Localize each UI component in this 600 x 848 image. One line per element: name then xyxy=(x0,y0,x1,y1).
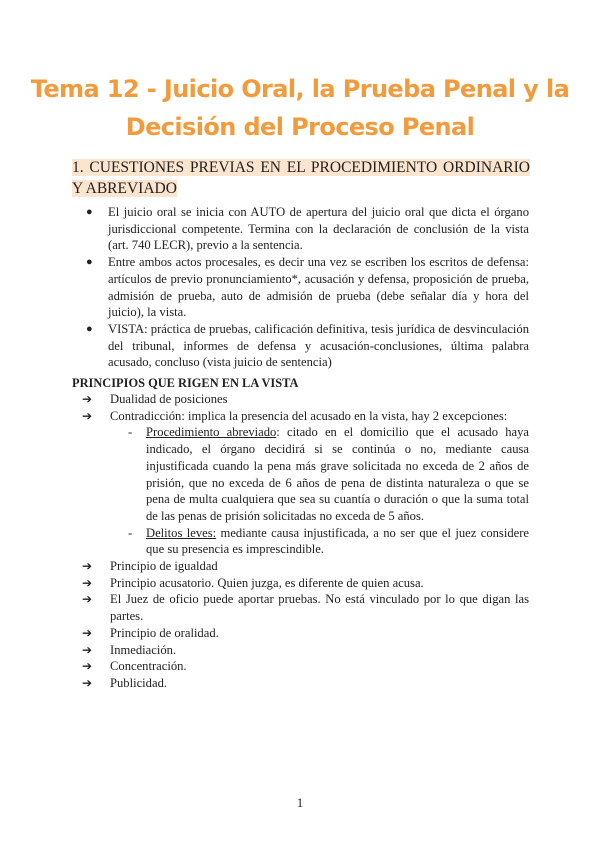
bullet-icon: ● xyxy=(86,256,93,269)
list-item xyxy=(72,391,529,408)
bullet-text: Entre ambos actos procesales, es decir una vez se escriben los escritos de defensa: artículos de previo pronunciamiento*, acusación y defensa, proposición de prueba, admisión de prueba, auto de admisión de prueba (debe señalar día y hora del juicio), la vista. xyxy=(108,255,529,320)
arrow-right-icon: ➔ xyxy=(82,575,93,590)
principle-text: Contradicción: implica la presencia del acusado en la vista, hay 2 excepciones: xyxy=(110,408,508,423)
section-heading-text: 1. CUESTIONES PREVIAS EN EL PROCEDIMIENTO ORDINARIO Y ABREVIADO xyxy=(72,159,530,197)
arrow-right-icon: ➔ xyxy=(82,392,93,406)
list-item xyxy=(72,658,529,675)
list-item xyxy=(110,525,529,558)
section-heading xyxy=(72,157,530,199)
page-number: 1 xyxy=(296,795,304,810)
arrow-right-icon: ➔ xyxy=(82,642,93,657)
list-item xyxy=(72,675,529,692)
title-line-1: Tema 12 - Juicio Oral, la Prueba Penal y la xyxy=(30,75,570,103)
arrow-right-icon: ➔ xyxy=(82,408,93,423)
exception-label: Procedimiento abreviado xyxy=(146,425,277,440)
arrow-right-icon: ➔ xyxy=(82,559,93,574)
exceptions-list xyxy=(110,424,529,558)
list-item xyxy=(72,591,529,624)
principle-text: Publicidad. xyxy=(110,675,168,690)
arrow-right-icon: ➔ xyxy=(82,592,93,607)
principle-text: Principio acusatorio. Quien juzga, es diferente de quien acusa. xyxy=(110,575,424,590)
arrow-right-icon: ➔ xyxy=(82,625,93,640)
list-item xyxy=(72,625,529,642)
list-item xyxy=(72,254,529,321)
principles-list xyxy=(72,391,529,692)
intro-bullet-list xyxy=(72,204,529,371)
principle-text: Principio de oralidad. xyxy=(110,625,219,640)
principle-text: El Juez de oficio puede aportar pruebas. No está vinculado por lo que digan las partes. xyxy=(110,592,529,624)
arrow-right-icon: ➔ xyxy=(82,675,93,690)
principles-heading: PRINCIPIOS QUE RIGEN EN LA VISTA xyxy=(72,376,299,390)
principle-text: Inmediación. xyxy=(110,642,177,657)
title-line-2: Decisión del Proceso Penal xyxy=(125,113,475,141)
list-item xyxy=(110,424,529,524)
principle-text: Dualidad de posiciones xyxy=(110,392,228,406)
list-item xyxy=(72,558,529,575)
exception-text: mediante causa injustificada, a no ser que el juez considere que su presencia es imprescindible. xyxy=(146,525,530,557)
bullet-icon: ● xyxy=(86,322,93,335)
document-title xyxy=(0,70,600,146)
list-item xyxy=(72,408,529,558)
bullet-text: VISTA: práctica de pruebas, calificación definitiva, tesis jurídica de desvinculación del tribunal, informes de defensa y acusación-conclusiones, última palabra acusado, concluso (vista juicio de sentencia) xyxy=(108,321,529,370)
principle-text: Principio de igualdad xyxy=(110,559,218,574)
bullet-icon: ● xyxy=(86,206,93,218)
dash-icon: - xyxy=(128,425,133,440)
bullet-text: El juicio oral se inicia con AUTO de apertura del juicio oral que dicta el órgano jurisdiccional competente. Termina con la declaración de conclusión de la vista (art. 740 LECR), previo a la sentencia. xyxy=(108,205,529,253)
principle-text: Concentración. xyxy=(110,659,187,674)
exception-label: Delitos leves: xyxy=(146,525,217,540)
list-item xyxy=(72,642,529,659)
exception-text: : citado en el domicilio que el acusado haya indicado, el órgano decidirá si se continúa o no, mediante causa injustificada cuando la pena más grave solicitada no exceda de 2 años de prisión, que no exceda de 6 años de pena de distinta naturaleza o que se pena de multa cualquiera que sea su cuantía o duración o que la suma total de las penas de prisión solicitadas no exceda de 5 años. xyxy=(146,425,529,523)
list-item xyxy=(72,204,529,254)
dash-icon: - xyxy=(128,525,133,540)
arrow-right-icon: ➔ xyxy=(82,659,93,674)
list-item xyxy=(72,575,529,592)
list-item xyxy=(72,321,529,371)
